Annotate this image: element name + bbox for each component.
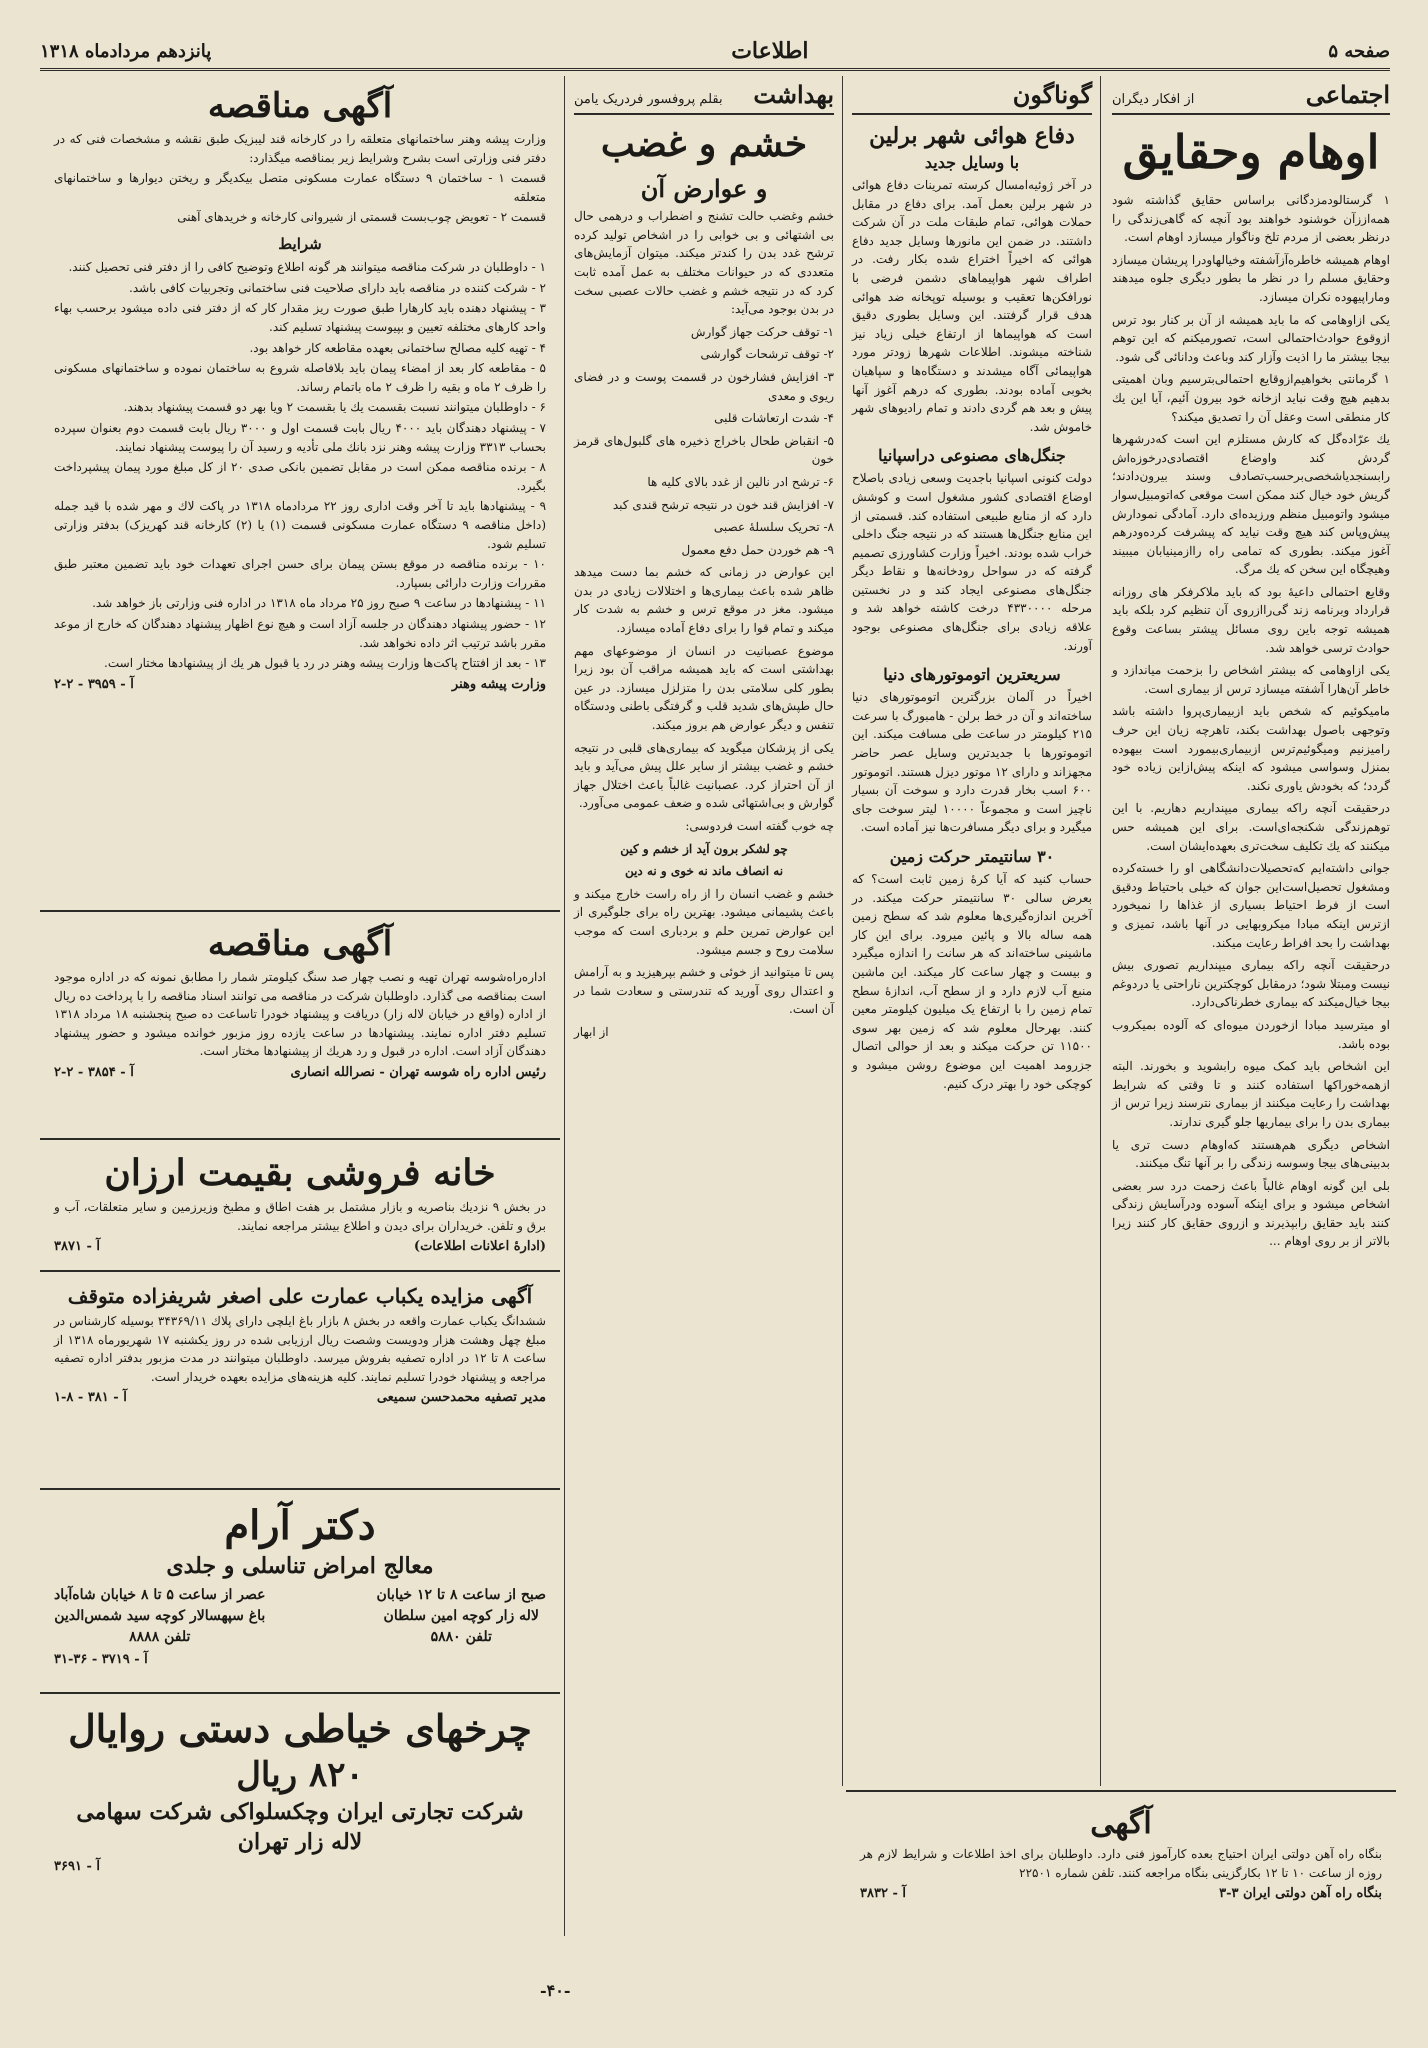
masthead xyxy=(40,34,1390,71)
paragraph: یکی از پزشکان میگوید که بیماری‌های قلبی در نتیجه خشم و غضب بیشتر از سایر علل پیش می‌آید و باید از آن احتراز کرد. عصبانیت غالباً باعث اختلال جهاز گوارش و بی‌اشتهائی شده و ضعف عمومی می‌آورد. xyxy=(574,740,834,811)
condition: ۱۳ - بعد از افتتاح پاکت‌ها وزارت پیشه وهنر در رد یا قبول هر یك از پیشنهادها مختار است. xyxy=(104,656,546,671)
condition: ۵ - مقاطعه کار بعد از امضاء پیمان باید بلافاصله شروع به ساختمان نموده و ساختمانهای مسکونی را ظرف ۲ ماه و بقیه را ظرف ۲ ماه باتمام رساند. xyxy=(54,361,546,394)
ad-rule xyxy=(40,1138,560,1140)
list-item: ۵- انقباض طحال باخراج ذخیره های گلبول‌های قرمز خون xyxy=(574,433,834,467)
condition: ۳ - پیشنهاد دهنده باید کارهارا طبق صورت ریز مقدار کار که از دفتر فنی داده میشود برحسب بهاء واحد کارهای مختلفه تعیین و بپیوست پیشنهاد تسلیم کند. xyxy=(54,301,546,334)
ad-tender-road xyxy=(40,914,560,1134)
ad-body: ششدانگ یکباب عمارت واقعه در بخش ۸ بازار باغ ایلچی دارای پلاك ۳۴۳۶۹/۱۱ بوسیله کارشناس در مبلغ چهل وهشت هزار ودویست وشصت ریال ارزیابی شده در روز یکشنبه ۱۷ شهریورماه ۱۳۱۸ از ساعت ۸ تا ۱۲ در اداره تصفیه بفروش میرسد. داوطلبان میتوانند در مدت مزبور بدفتر اداره تصفیه مراجعه و پیشنهاد خودرا تسلیم نمایند. کلیه هزینه‌های مزایده بعهده خریدار است. xyxy=(54,1314,546,1384)
paragraph: درحقیقت آنچه را‌که بیماری میپنداریم تصوری بیش نیست ومبتلا شود؛ درمقابل کوچکترین ناراحتی یا درد‌وغم بیجا خیال‌میکند که بیماری خطرناکی‌دارد. xyxy=(1112,958,1390,1010)
condition: ۴ - تهیه کلیه مصالح ساختمانی بعهده مقاطعه کار خواهد بود. xyxy=(249,340,546,355)
headline-earth-motion: ۳۰ سانتیمتر حرکت زمین xyxy=(889,847,1055,866)
paragraph: دولت کنونی اسپانیا باجدیت وسعی زیادی باصلاح اوضاع اقتصادی کشور مشغول است و کوشش دارد که از منابع طبیعی استفاده کند. قسمتی از این منابع جنگل‌ها هستند که در نتیجه جنگ داخلی خراب شده بودند. اخیراً وزارت کشاورزی تصمیم گرفته که در سواحل رودخانه‌ها و نقاط دیگر جنگل‌های مصنوعی ایجاد کند و در نخستین مرحله ۴۳۳۰۰۰۰ درخت کاشته خواهد شد و علاقه زیادی برای جنگل‌های مصنوعی بوجود آورند. xyxy=(852,471,1093,653)
paragraph: یکی ازاوهامی که ما باید همیشه از آن بر کنار بود ترس ازوقوع حوادث‌احتمالی است، تصورمیکنم که این توهم بیجا بیشتر ما را اذیت وآزار کند وباعث ودانائی گی شود. xyxy=(1112,312,1390,364)
paragraph: پس تا میتوانید از خوئی و خشم بپرهیزید و به آرامش و اعتدال روی آورید که تندرستی و سعادت شما در آن است. xyxy=(574,965,834,1017)
section-title: بهداشت xyxy=(753,80,834,109)
article-forests xyxy=(852,469,1092,655)
ad-rule xyxy=(846,1790,1396,1792)
poem-line: چو لشکر برون آید از خشم و کین xyxy=(620,841,788,856)
address-line: لاله زار کوچه امین سلطان xyxy=(383,1608,539,1624)
paragraph: چه خوب گفته است فردوسی: xyxy=(685,819,834,833)
paragraph: خشم وغضب حالت تشنج و اضطراب و درهمی حال بی اشتهائی و بی خوابی را در اشخاص تولید کرده ترشح غدد بدن را کندتر میکند. میتوان آزمایش‌های متعددی که در حیوانات مختلف به عمل آمده ثابت کرد که در نتیجه خشم و غضب حالات عصبی سخت در بدن بوجود می‌آید: xyxy=(574,209,834,317)
section-tag xyxy=(574,76,834,115)
evening-office xyxy=(54,1585,266,1648)
ad-subtitle: معالج امراض تناسلی و جلدی xyxy=(166,1553,434,1579)
morning-office xyxy=(377,1585,547,1648)
condition: ۸ - برنده مناقصه ممکن است در مقابل تضمین بانکی صدی ۲۰ از کل مبلغ مورد پیمان پیشپرداخت بگیرد. xyxy=(54,460,546,493)
page-footer-number: -۴۰- xyxy=(540,1981,571,2000)
paragraph: در آخر ژوئیه‌امسال کرسته تمرینات دفاع هوائی در شهر برلین بعمل آمد. برای دفاع در مقابل حملات هوائی، تمام طبقات ملت در آن شرکت داشتند. در ضمن این مانورها وسایل جدید دفاع هوائی که اخیراً اختراع شده بکار رفت. در اطراف شهر هواپیماهای دشمن فرضی با نورافکن‌ها تعقیب و بوسیله توپخانه ضد هوائی هدف قرار گرفتند. این وسایل بطوری دقیق است که هواپیماها از ارتفاع خیلی زیاد نیز شناخته میشوند. اطلاعات شهرها زودتر مورد هواپیمائی آگاه میشدند و دستگاه‌ها و سپاهیان بخوبی آماده بودند. بطوری که درهم آغوز آنها پیش و بعد هم گردی دادند و تمام رادیوهای شهر خاموش شد. xyxy=(852,178,1092,434)
paragraph: مامیکوئیم که شخص باید ازبیماری‌پروا داشته باشد وتوجهی باصول بهداشت بکند، تاهرچه زیان این حرف را‌میزنیم ومیگوئیم‌ترس از‌بیماری‌بیمورد است بیهوده بمنزل وسواسی میشود که اینکه پیش‌ازاین زیاده خود گردد؛ که بخودش یاوری نکند. xyxy=(1112,704,1390,793)
ad-code: آ - ۳۷۱۹ - ۳۶-۳۱ xyxy=(54,1652,148,1667)
column-rule xyxy=(842,76,843,1786)
ad-body: اداره‌راه‌شوسه تهران تهیه و نصب چهار صد سنگ کیلومتر شمار را مطابق نمونه که در اداره موجود است بمناقصه می گذارد. داوطلبان شرکت در مناقصه می توانند اسناد مناقصه را با پرداخت ده ریال از اداره (واقع در خیابان لاله زار) دریافت و پیشنهاد خودرا تاساعت ده صبح پنجشنبه ۱۸ مرداد ۱۳۱۸ تسلیم دفتر اداره نمایند. پیشنهادها در ساعت یازده روز مزبور خوانده میشود و حضور پیشنهاد دهندگان آزاد است. اداره در قبول و رد هریك از پیشنهادها مختار است. xyxy=(54,970,546,1059)
ad-footer xyxy=(54,1065,546,1080)
ad-advertiser: مدیر تصفیه محمدحسن سمیعی xyxy=(376,1390,546,1406)
ad-body xyxy=(54,130,546,673)
column-social xyxy=(1106,76,1396,1966)
condition: ۷ - پیشنهاد دهندگان باید ۴۰۰۰ ریال بابت قسمت اول و ۳۰۰۰ ریال بابت قسمت دوم بعنوان سپرده بحساب ۳۳۱۳ وزارت پیشه وهنر نزد بانك ملی تأدیه و رسید آن را پیوست پیشنهاد نمایند. xyxy=(54,420,546,454)
issue-date: پانزدهم مردادماه ۱۳۱۸ xyxy=(40,40,212,62)
column-rule xyxy=(564,76,565,1936)
conditions-heading: شرایط xyxy=(278,234,322,253)
poem-line: نه انصاف ماند نه خوی و نه دین xyxy=(624,864,784,879)
ad-code: آ - ۳۸۱ - ۸-۱ xyxy=(54,1390,127,1406)
paragraph: بلی این گونه اوهام غالباً باعث زحمت درد سر بعضی اشخاص میشود و برای اینکه آسوده ودرآسایش زندگی کنند باید حقایق را‌بپذیرند و ازروی حقایق کار کنند زیرا بالاتر از بر روی اوهام ... xyxy=(1112,1178,1390,1249)
ad-code: آ - ۳۸۷۱ xyxy=(54,1239,100,1255)
condition: ۱۱ - پیشنهادها در ساعت ۹ صبح روز ۲۵ مرداد ماه ۱۳۱۸ در اداره فنی وزارتی باز خواهد شد. xyxy=(92,596,546,611)
paragraph: اوهام همیشه خاطره‌آزآشفته وخیالها‌ودرا پریشان میسازد وحقایق مسلم را در نظر ما بطور دیگری جلوه میدهند وماراپیهوده نکران میسازد. xyxy=(1112,252,1390,304)
condition: ۶ - داوطلبان میتوانند نسبت بقسمت یك یا بقسمت ۲ ویا بهر دو قسمت پیشنهاد بدهند. xyxy=(123,400,546,415)
paragraph: موضوع عصبانیت در انسان از موضوعهای مهم بهداشتی است که باید همیشه مراقب آن بود زیرا بطور کلی سلامتی بدن را متزلزل میسازد. در عین حال طپش‌های شدید قلب و گرفتگی باطنی ودستگاه تنفس و دیگر عوارض هم بروز میکند. xyxy=(574,643,834,733)
ad-footer xyxy=(860,1886,1382,1901)
ad-rule xyxy=(40,1270,560,1272)
condition: ۱۰ - برنده مناقصه در موقع بستن پیمان برای حسن اجرای تعهدات خود باید تضمین معتبر طبق مقررات وزارت دارائی بسپارد. xyxy=(54,557,546,590)
headline: اوهام وحقایق xyxy=(1122,125,1380,179)
page-number: صفحه ۵ xyxy=(1328,40,1390,62)
ad-code: آ - ۳۸۳۲ xyxy=(860,1886,906,1902)
list-item: ۳- افزایش فشارخون در قسمت پوست و در فضای ریوی و معدی xyxy=(574,369,834,403)
paragraph: او میترسید مبادا از‌خوردن میوه‌ای که آلوده بمیکروب بوده باشد. xyxy=(1112,1017,1390,1051)
article-body xyxy=(1112,191,1390,1251)
ad-company: شرکت تجارتی ایران وچکسلواکی شرکت سهامی xyxy=(76,1799,524,1825)
address-line: باغ سپهسالار کوچه سید شمس‌الدین xyxy=(54,1608,266,1624)
ad-footer xyxy=(54,677,546,692)
list-item: ۶- ترشح ادر نالین از غدد بالای کلیه ها xyxy=(647,474,834,489)
column-rule xyxy=(1100,76,1101,1786)
list-item: ۸- تحریک سلسلهٔ عصبی xyxy=(713,520,834,535)
paragraph: حساب کنید که آیا کرۀ زمین ثابت است؟ که بعرض سالی ۳۰ سانتیمتر حرکت میکند. در آخرین اندازه‌گیری‌ها معلوم شد که سطح زمین همه ساله بالا و پائین میرود. برای این کار ماشینی ساخته‌اند که هر سانت را اندازه میگیرد و بیست و چهار ساعت کار میکند. این ماشین منبع آب لازم دارد و از سطح آب، اندازهٔ سطح تمام زمین را با ارتفاع یک میلیون کیلومتر معین کنند. بهرحال معلوم شد که زمین بهر سوی ۱۱۵۰۰ تن حرکت میکند و بعد از حوالی اتصال جزرومد اهمیت این موضوع روشن میشود و کوچکی خود را بهتر درک کنیم. xyxy=(852,872,1092,1091)
ad-title: دکتر آرام xyxy=(224,1502,376,1549)
source-credit: از ابهار xyxy=(574,1024,609,1039)
section-subtitle: از افکار دیگران xyxy=(1112,92,1195,107)
ad-rule xyxy=(40,910,560,912)
paragraph: اخیراً در آلمان بزرگترین اتوموتورهای دنیا ساخته‌اند و آن در خط برلن - هامبورگ با سرعت ۲۱۵ کیلومتر در ساعت طی مسافت میکند. این اتوموتورها با جدیدترین وسایل عصر حاضر مجهزاند و دارای ۱۲ موتور دیزل هستند. اتوموتور ۶۰۰ اسب بخار قدرت دارد و سوخت آن بسیار ناچیز است و مجموعاً ۱۰۰۰۰ لیتر سوخت جای میگیرد و برای دیگر مسافرت‌ها نیز آماده است. xyxy=(852,690,1092,835)
article-earth-motion xyxy=(852,870,1092,1093)
ad-advertiser: وزارت پیشه وهنر xyxy=(451,676,546,692)
ad-advertiser: رئیس اداره راه شوسه تهران - نصرالله انصاری xyxy=(290,1064,546,1080)
address-line: عصر از ساعت ۵ تا ۸ خیابان شاه‌آباد xyxy=(54,1587,266,1603)
paragraph: یکی از‌اوهامی که بیشتر اشخاص را بزحمت میاندازد و خاطر آن‌هارا آشفته میسازد ترس از بیماری است. xyxy=(1112,663,1390,696)
paper-name: اطلاعات xyxy=(731,38,809,64)
list-item: ۱- توقف حرکت جهاز گوارش xyxy=(690,324,834,339)
ad-advertiser: (ادارهٔ اعلانات اطلاعات) xyxy=(413,1239,546,1255)
ad-auction xyxy=(40,1274,560,1484)
ad-code: آ - ۳۹۵۹ - ۲-۲ xyxy=(54,676,134,692)
ad-house-sale xyxy=(40,1142,560,1266)
headline: خشم و غضب xyxy=(600,123,808,165)
ad-footer xyxy=(54,1239,546,1254)
condition: ۲ - شرکت کننده در مناقصه باید دارای صلاحیت فنی ساختمانی وتجربیات کافی باشد. xyxy=(129,280,546,295)
ad-advertiser: بنگاه راه آهن دولتی ایران ۳-۳ xyxy=(1219,1886,1382,1902)
ad-title: آگهی مناقصه xyxy=(207,924,393,964)
ad-title: چرخهای خیاطی دستی روایال xyxy=(68,1706,532,1751)
ad-tender-industry xyxy=(40,76,560,906)
section-title: گوناگون xyxy=(1012,80,1092,109)
ad-title: آگهی xyxy=(1090,1806,1152,1841)
list-item: ۴- شدت ارتعاشات قلبی xyxy=(714,411,834,426)
paragraph: این اشخاص باید کمک میوه را‌بشوید و بخورند. البته از‌همه‌خورا‌کها استفاده کنند و تا وقتی که شرایط بهداشت را رعایت میکنند از بیماری نترسند زیرا ترس از بیماری بدن را برای بیماریها جلو گیری ندارند. xyxy=(1112,1059,1390,1129)
byline: بقلم پروفسور فردریک یامن xyxy=(574,92,723,107)
office-hours xyxy=(54,1585,546,1648)
paragraph: اشخاص دیگری هم‌هستند که‌اوهام دست تری یا بدبینی‌های بیجا وسوسه زندگی را بر آنها تنگ میکنند. xyxy=(1112,1137,1390,1171)
paragraph: یك عرّاده‌گل كه كارش مستلزم این است كه‌درشهرها گردش كند واوضاع اقتصادی‌درخوزه‌اش را‌بسنجدیاشخصی‌برحسب‌تصادف وسند بیرون‌دادند؛ گریش خود خیال کند ممکن است موقعی که‌اتومبیل‌سوار میشود واتومبیل منظم ورزیده‌ای دارد. آمادگی نمودارش پیش‌وپاس کند هیچ وقت نیاید که پیشرفت کرده‌ودرهم آغوز میکند. بطوری که تمامی راه را‌از‌مینیابان میبیند وهیچگاه این سخن که یك مرگ. xyxy=(1112,432,1390,577)
ad-title: آگهی مناقصه xyxy=(207,86,393,126)
list-item: ۲- توقف ترشحات گوارشی xyxy=(700,347,834,362)
paragraph: این عوارض در زمانی که خشم بما دست میدهد ظاهر شده باعث بیماری‌ها و اختلالات زیادی در بدن میشود. مغز در موقع ترس و خشم به شدت کار میکند و تمام قوا را برای دفاع آماده میسازد. xyxy=(574,565,834,636)
ad-footer xyxy=(54,1859,546,1874)
paragraph: ۱ گرستالودمزدگانی براساس حقایق گذاشته شود همه‌اززآن خوشنود خواهند بود آنچه که گاهی‌زندگی را درنظر بعضی از مردم تلخ وناگوار میسازد اوهام است. xyxy=(1112,193,1390,245)
condition: ۹ - پیشنهادها باید تا آخر وقت اداری روز ۲۲ مردادماه ۱۳۱۸ در پاکت لاك و مهر شده با قید جمله (داخل مناقصه ۹ دستگاه عمارت مسکونی قسمت (۱) یا (۲) کارخانه قند کهریزک) بدفتر وزارتی تسلیم شود. xyxy=(54,499,547,551)
paragraph: ۱ گرمانتی بخواهیم‌ازوقایع احتمالی‌بترسیم وبان اهمیتی بدهیم هیچ وقت نباید ازخانه خود بیرون آئیم، آیا این یك كار منطقی است وعقل آن را تصدیق میکند؟ xyxy=(1112,372,1390,424)
paragraph: وقایع احتمالی داعیهٔ بود كه باید ملاكرفكر های روزانه قرارداد وبرنامه زند گی‌را‌ازروی آن تنظیم کرد بلکه باید همیشه توجه باین روی مسائل پیشتر بساعت وقوع حوادث ترسی خواهد شد. xyxy=(1112,584,1390,655)
paragraph: خشم و غضب انسان را از راه راست خارج میکند و باعث پشیمانی میشود. بهترین راه برای جلوگیری از این عوارض تمرین حلم و بردباری است که موجب سلامت روح و جسم میشود. xyxy=(574,886,834,957)
paragraph: جوانی داشته‌ایم که‌تحصیلات‌دانشگاهی او را خسته‌کرده ومشغول تحصیل‌است‌این جوان که خیلی باحتیاط ودقیق است از فرط احتیاط بسیاری از غذاها را نمیخورد ازترس اینکه مبادا میکروبهایی در آنها باشد، تمیزی و بهداشت را بحد افراط رعایت میکند. xyxy=(1112,861,1390,950)
article-body xyxy=(574,207,834,1041)
ad-item: قسمت ۲ - تعویض چوب‌بست قسمتی از شیروانی کارخانه و خریدهای آهنی xyxy=(177,210,546,225)
condition: ۱ - داوطلبان در شرکت مناقصه میتوانند هر گونه اطلاع وتوضیح کافی را از دفتر فنی تحصیل کنند. xyxy=(68,260,546,275)
ad-sewing-machines xyxy=(40,1696,560,1916)
ad-intro: وزارت پیشه وهنر ساختمانهای متعلقه را در کارخانه قند لیبزیک طبق نقشه و مشخصات فنی که در دفتر فنی وزارتی است بشرح وشرایط زیر بمناقصه میگذارد: xyxy=(54,132,546,165)
ad-code: آ - ۳۶۹۱ xyxy=(54,1859,100,1874)
headline-forests: جنگل‌های مصنوعی دراسپانیا xyxy=(878,446,1066,466)
ad-address: لاله زار تهران xyxy=(237,1829,363,1855)
ad-item: قسمت ۱ - ساختمان ۹ دستگاه عمارت مسکونی متصل بیکدیگر و ریختن دیوارها و ساختمانهای متعلقه xyxy=(54,171,546,204)
column-misc xyxy=(846,76,1098,1876)
article-autotrains xyxy=(852,688,1092,837)
headline-berlin-sub: با وسایل جدید xyxy=(924,153,1020,172)
section-tag xyxy=(852,76,1092,115)
address-line: صبح از ساعت ۸ تا ۱۲ خیابان xyxy=(376,1587,546,1603)
ad-rule xyxy=(40,1692,560,1694)
list-item: ۹- هم خوردن حمل دفع معمول xyxy=(681,542,834,557)
ad-body: بنگاه راه آهن دولتی ایران احتیاج بعده کارآموز فنی دارد. داوطلبان برای اخذ اطلاعات و شرایط لازم هر روزه از ساعت ۱۰ تا ۱۲ بکارگزینی بنگاه مراجعه کنند. تلفن شماره ۲۲۵۰۱ xyxy=(860,1847,1382,1880)
ad-rule xyxy=(40,1488,560,1490)
headline-berlin: دفاع هوائی شهر برلین xyxy=(869,123,1075,149)
paragraph: درحقیقت آنچه را‌که بیماری میپنداریم دهاریم. با این توهم‌زندگی شکنجه‌ای‌است. برای این همیشه حس میکنند که یك تكليف سخت‌تری بعهده‌ایشان است. xyxy=(1112,801,1390,853)
ad-body: در بخش ۹ نزدیك بناصریه و بازار مشتمل بر هفت اطاق و مطبخ وزیرزمین و سایر متعلقات، آب و برق و تلفن. خریداران برای دیدن و اطلاع بیشتر مراجعه نمایند. xyxy=(54,1200,546,1233)
ad-title: خانه فروشی بقیمت ارزان xyxy=(104,1152,496,1194)
article-berlin xyxy=(852,176,1092,436)
ad-title: آگهی مزایده یکباب عمارت علی اصغر شریفزاده متوقف xyxy=(67,1284,533,1308)
headline-sub: و عوارض آن xyxy=(640,174,768,204)
ad-footer xyxy=(54,1390,546,1405)
condition: ۱۲ - حضور پیشنهاد دهندگان در جلسه آزاد است و هیچ نوع اظهار پیشنهاد دهندگان که خارج از موعد مقرر باشد ترتیب اثر داده نخواهد شد. xyxy=(54,616,546,650)
address-line: تلفن ۵۸۸۰ xyxy=(430,1629,492,1645)
section-tag xyxy=(1112,76,1390,115)
address-line: تلفن ۸۸۸۸ xyxy=(129,1629,191,1645)
ad-footer xyxy=(54,1652,546,1667)
column-health xyxy=(568,76,840,1936)
ad-code: آ - ۳۸۵۴ - ۲-۲ xyxy=(54,1064,134,1080)
ad-price: ۸۲۰ ریال xyxy=(236,1755,364,1795)
list-item: ۷- افزایش قند خون در نتیجه ترشح قندی کبد xyxy=(612,497,834,512)
headline-autotrains: سریعترین اتوموتورهای دنیا xyxy=(883,665,1061,685)
ad-doctor xyxy=(40,1492,560,1688)
ad-railway xyxy=(846,1796,1396,1916)
section-title: اجتماعی xyxy=(1305,80,1390,109)
